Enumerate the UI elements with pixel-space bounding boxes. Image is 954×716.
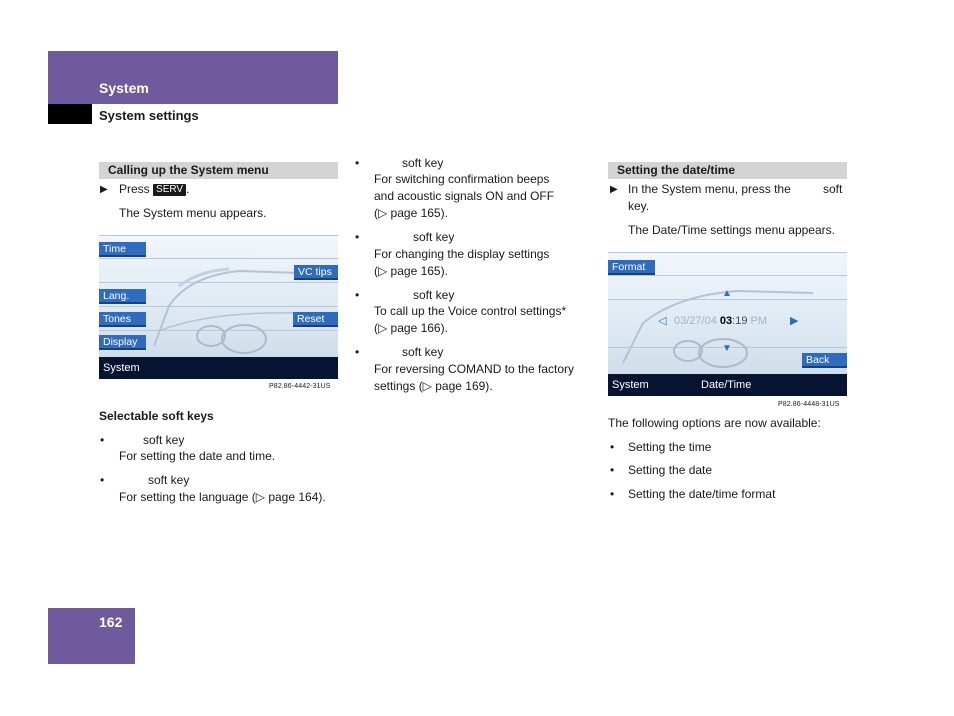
header-tab-marker xyxy=(48,104,92,124)
item-key-label: soft key xyxy=(413,230,455,244)
bullet-marker: • xyxy=(610,440,615,454)
softkey-time[interactable]: Time xyxy=(99,242,146,257)
selectable-softkeys-heading: Selectable soft keys xyxy=(99,409,214,423)
status-left-label: System xyxy=(103,362,140,374)
bullet-marker: • xyxy=(610,463,615,477)
item-description-line: (▷ page 166). xyxy=(374,321,448,335)
time-minutes-value: :19 xyxy=(732,315,748,327)
item-key-label: soft key xyxy=(413,288,455,302)
figure-caption: P82.86-4448-31US xyxy=(778,401,840,408)
page-number: 162 xyxy=(99,614,123,630)
arrow-up-icon[interactable]: ▲ xyxy=(722,288,732,299)
item-description: For setting the language (▷ page 164). xyxy=(119,490,326,504)
item-key-label: soft key xyxy=(148,473,190,487)
bullet-marker: • xyxy=(100,473,105,487)
item-description-line: settings (▷ page 169). xyxy=(374,379,493,393)
section-title: System xyxy=(99,80,149,96)
date-time-screen xyxy=(608,252,847,396)
subsection-title: System settings xyxy=(99,108,199,123)
bullet-marker: • xyxy=(355,288,360,302)
item-description: For setting the date and time. xyxy=(119,449,276,463)
screen-status-bar xyxy=(99,357,338,379)
step-line: key. xyxy=(628,199,650,213)
step-result: The Date/Time settings menu appears. xyxy=(628,223,835,237)
status-left-label: System xyxy=(612,379,649,391)
item-description-line: and acoustic signals ON and OFF xyxy=(374,189,555,203)
car-silhouette-icon xyxy=(149,251,309,356)
arrow-down-icon[interactable]: ▼ xyxy=(722,343,732,354)
step-result: The System menu appears. xyxy=(119,206,267,220)
item-key-label: soft key xyxy=(402,156,444,170)
date-value: 03/27/04 xyxy=(674,315,717,327)
step-press-suffix: . xyxy=(186,182,190,196)
step-press xyxy=(119,181,189,198)
option-item: Setting the date xyxy=(628,463,713,477)
bullet-marker: • xyxy=(610,487,615,501)
softkey-lang[interactable]: Lang. xyxy=(99,289,146,304)
softkey-back[interactable]: Back xyxy=(802,353,847,368)
item-description-line: (▷ page 165). xyxy=(374,264,448,278)
subhead-setting-date-time: Setting the date/time xyxy=(608,162,847,179)
item-key-label: soft key xyxy=(143,433,185,447)
item-description-line: For switching confirmation beeps xyxy=(374,172,550,186)
status-right-label: Date/Time xyxy=(701,379,752,391)
item-description-line: To call up the Voice control settings* xyxy=(374,304,567,318)
softkey-tones[interactable]: Tones xyxy=(99,312,146,327)
softkey-vc-tips[interactable]: VC tips xyxy=(294,265,338,280)
step-line: In the System menu, press the xyxy=(628,182,791,196)
bullet-marker: • xyxy=(355,230,360,244)
softkey-display[interactable]: Display xyxy=(99,335,146,350)
item-key-label: soft key xyxy=(402,345,444,359)
step-line-tail: soft xyxy=(823,182,843,196)
option-item: Setting the date/time format xyxy=(628,487,776,501)
option-item: Setting the time xyxy=(628,440,712,454)
header-band xyxy=(48,51,338,104)
subhead-calling-system-menu: Calling up the System menu xyxy=(99,162,338,179)
figure-caption: P82.86-4442-31US xyxy=(269,383,331,390)
bullet-marker: • xyxy=(355,156,360,170)
arrow-left-icon[interactable]: ◁ xyxy=(658,315,667,327)
screen-status-bar xyxy=(608,374,847,396)
date-time-readout xyxy=(674,315,767,327)
step-arrow-icon: ▶ xyxy=(610,184,618,195)
item-description-line: For changing the display settings xyxy=(374,247,550,261)
step-press-prefix: Press xyxy=(119,182,150,196)
softkey-reset[interactable]: Reset xyxy=(293,312,338,327)
options-intro: The following options are now available: xyxy=(608,416,821,430)
time-ampm-value: PM xyxy=(750,315,767,327)
item-description-line: For reversing COMAND to the factory xyxy=(374,362,575,376)
bullet-marker: • xyxy=(100,433,105,447)
system-menu-screen xyxy=(99,235,338,379)
step-arrow-icon: ▶ xyxy=(100,184,108,195)
softkey-format[interactable]: Format xyxy=(608,260,655,275)
time-hours-value: 03 xyxy=(719,315,733,327)
bullet-marker: • xyxy=(355,345,360,359)
serv-key-icon: SERV xyxy=(153,184,186,196)
arrow-right-icon[interactable]: ▶ xyxy=(790,315,799,327)
item-description-line: (▷ page 165). xyxy=(374,206,448,220)
